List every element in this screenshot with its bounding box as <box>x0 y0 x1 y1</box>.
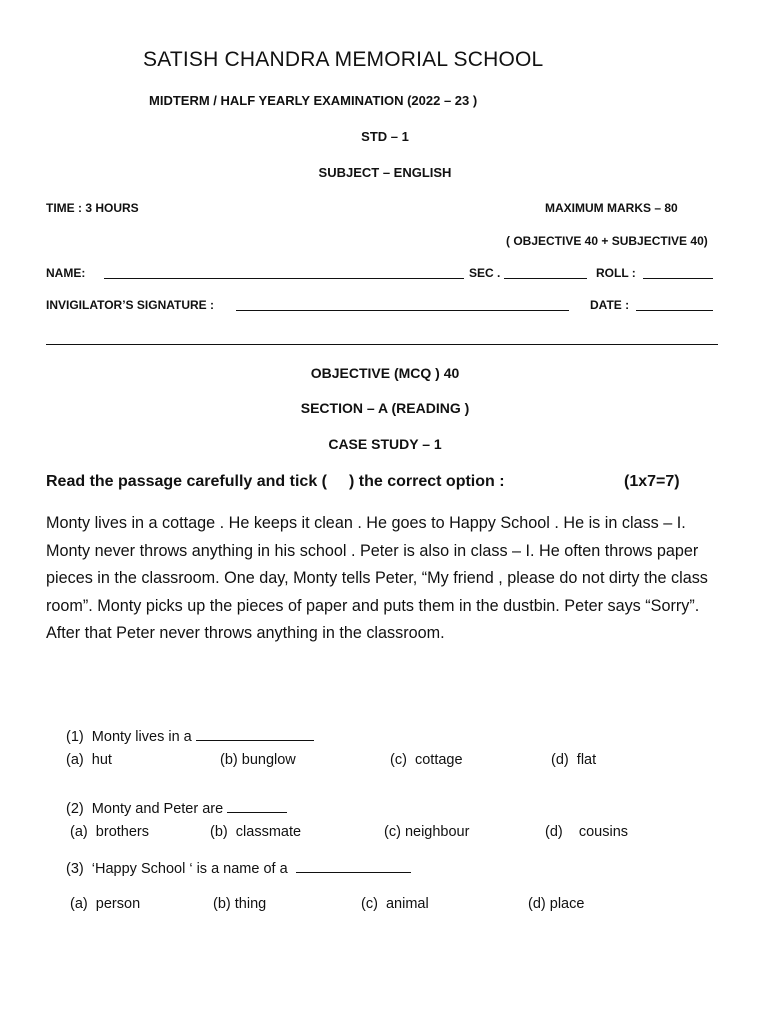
question-2 <box>66 800 287 817</box>
section-a-heading: SECTION – A (READING ) <box>300 400 470 416</box>
question-number: (3) <box>66 861 84 877</box>
roll-label: ROLL : <box>596 266 636 280</box>
question-number: (1) <box>66 729 84 745</box>
name-label: NAME: <box>46 266 86 280</box>
date-field[interactable] <box>636 298 713 316</box>
sec-field[interactable] <box>504 266 587 284</box>
max-marks: MAXIMUM MARKS – 80 <box>545 201 678 215</box>
instruction-text-after: ) the correct option : <box>349 473 505 490</box>
option-1d[interactable]: (d) flat <box>551 752 597 768</box>
invigilator-label: INVIGILATOR’S SIGNATURE : <box>46 298 215 312</box>
date-label: DATE : <box>590 298 630 312</box>
option-2b[interactable]: (b) classmate <box>210 824 302 840</box>
instruction <box>46 473 505 491</box>
question-text: Monty lives in a <box>91 729 192 745</box>
option-2d[interactable]: (d) cousins <box>545 824 629 840</box>
sec-label: SEC . <box>469 266 501 280</box>
instruction-marks: (1x7=7) <box>624 473 680 490</box>
standard: STD – 1 <box>361 129 409 144</box>
exam-title: MIDTERM / HALF YEARLY EXAMINATION (2022 – 23 ) <box>149 93 478 108</box>
option-1b[interactable]: (b) bunglow <box>220 752 296 768</box>
question-text: ‘Happy School ‘ is a name of a <box>91 861 288 877</box>
objective-heading: OBJECTIVE (MCQ ) 40 <box>310 365 460 381</box>
instruction-text-before: Read the passage carefully and tick ( <box>46 473 327 490</box>
reading-passage: Monty lives in a cottage . He keeps it clean . He goes to Happy School . He is in class – I. Monty never throws anything in his school . Peter is also in class – I. He often throws paper pieces in the classroom. One day, Monty tells Peter, “My friend , please do not dirty the class room”. Monty picks up the pieces of paper and puts them in the dustbin. Peter says “Sorry”. After that Peter never throws anything in the classroom. <box>46 514 708 642</box>
question-text: Monty and Peter are <box>91 801 224 817</box>
question-number: (2) <box>66 801 84 817</box>
option-3b[interactable]: (b) thing <box>213 896 267 912</box>
case-study-heading: CASE STUDY – 1 <box>328 436 442 452</box>
question-1 <box>66 728 314 745</box>
invigilator-signature-field[interactable] <box>236 298 569 316</box>
option-1a[interactable]: (a) hut <box>66 752 112 768</box>
divider-line <box>46 344 718 345</box>
answer-blank <box>196 728 314 741</box>
option-2a[interactable]: (a) brothers <box>70 824 149 840</box>
option-1c[interactable]: (c) cottage <box>390 752 463 768</box>
subject: SUBJECT – ENGLISH <box>318 165 452 180</box>
time-label: TIME : 3 HOURS <box>46 201 139 215</box>
answer-blank <box>296 860 411 873</box>
option-3a[interactable]: (a) person <box>70 896 141 912</box>
answer-blank <box>227 800 287 813</box>
option-3c[interactable]: (c) animal <box>361 896 429 912</box>
name-field[interactable] <box>104 266 464 284</box>
option-3d[interactable]: (d) place <box>528 896 585 912</box>
option-2c[interactable]: (c) neighbour <box>384 824 470 840</box>
question-3 <box>66 860 411 877</box>
school-name: SATISH CHANDRA MEMORIAL SCHOOL <box>143 48 544 71</box>
roll-field[interactable] <box>643 266 713 284</box>
marks-split: ( OBJECTIVE 40 + SUBJECTIVE 40) <box>506 234 708 248</box>
